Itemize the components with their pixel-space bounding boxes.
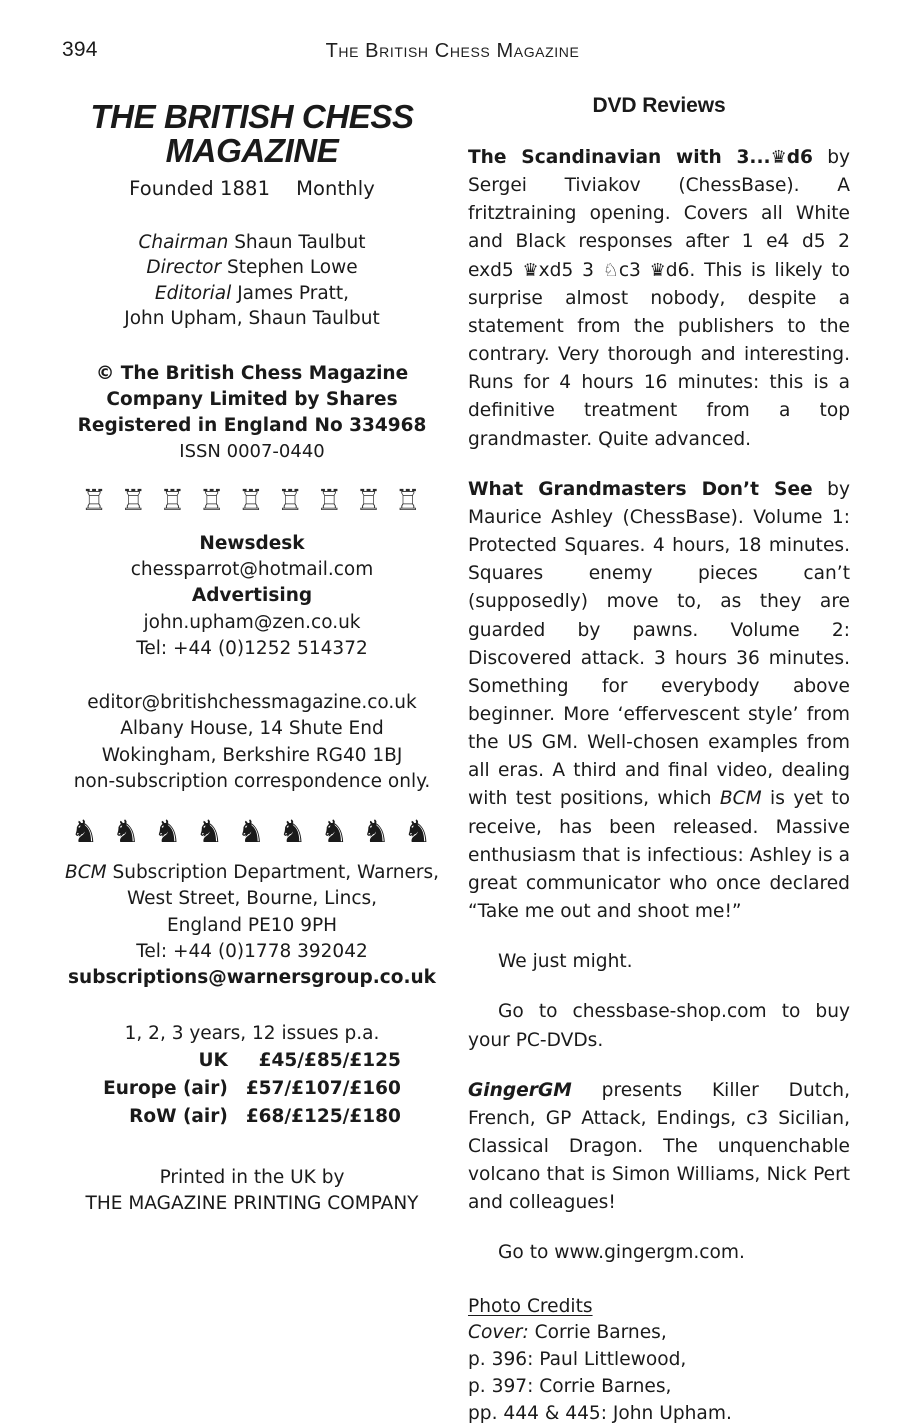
black-knight-icon: ♞ ♞ ♞ ♞ ♞ ♞ ♞ ♞ ♞	[70, 814, 434, 851]
contact-block	[62, 531, 442, 662]
staff-list	[62, 230, 442, 331]
newsdesk-email[interactable]: chessparrot@hotmail.com	[130, 559, 374, 581]
review-body-a: by Sergei Tiviakov (ChessBase). A fritztraining opening. Covers all White and Black responses after 1 e4 d5 2 exd5	[468, 147, 850, 281]
frequency-label: Monthly	[296, 177, 375, 201]
price-amount-europe: £57/£107/£160	[245, 1077, 401, 1099]
staff-row-director	[62, 255, 442, 280]
review-title-grandmasters: What Grandmasters Don’t See	[468, 478, 813, 500]
magazine-title-line1: THE BRITISH CHESS	[90, 98, 414, 135]
staff-name-director: Stephen Lowe	[226, 257, 358, 279]
editorial-address-note: non-subscription correspondence only.	[73, 770, 431, 792]
advertising-label: Advertising	[191, 585, 313, 607]
review-title-scandinavian	[468, 147, 813, 168]
price-amount-uk: £45/£85/£125	[258, 1049, 401, 1071]
review-title-text: The Scandinavian with 3...	[468, 147, 771, 168]
editorial-address-line1: Albany House, 14 Shute End	[120, 718, 384, 740]
black-queen-icon: ♛	[649, 259, 666, 281]
photo-credit-cover-label: Cover:	[468, 1322, 529, 1344]
price-table	[103, 1047, 401, 1131]
staff-role-chairman: Chairman	[138, 232, 229, 254]
running-head-title: The British Chess Magazine	[325, 40, 580, 62]
review-gingergm	[468, 1077, 850, 1218]
printer-line1: Printed in the UK by	[159, 1166, 345, 1188]
subscriptions-dept-abbrev: BCM	[65, 862, 107, 884]
price-region-europe: Europe (air)	[103, 1077, 228, 1099]
price-table-block	[62, 1020, 442, 1131]
founded-label: Founded 1881	[129, 177, 271, 201]
review-title-gingergm: GingerGM	[468, 1079, 572, 1101]
photo-credit-line: p. 396: Paul Littlewood,	[468, 1349, 687, 1371]
magazine-title-line2: MAGAZINE	[165, 131, 339, 169]
issn-line: ISSN 0007-0440	[179, 440, 325, 462]
copyright-line3: Registered in England No 334968	[77, 414, 427, 436]
subscriptions-line3: England PE10 9PH	[166, 914, 338, 936]
subscriptions-line2: West Street, Bourne, Lincs,	[126, 888, 378, 910]
staff-row-extra: John Upham, Shaun Taulbut	[124, 307, 380, 329]
black-queen-icon: ♛	[522, 259, 539, 281]
subscriptions-telephone: Tel: +44 (0)1778 392042	[136, 940, 368, 962]
running-head	[0, 38, 905, 68]
editorial-address-block	[62, 690, 442, 795]
review-title-square: d6	[786, 147, 813, 168]
magazine-title	[62, 100, 442, 167]
subscriptions-dept-rest: Subscription Department, Warners,	[106, 862, 439, 884]
advertising-telephone: Tel: +44 (0)1252 514372	[136, 637, 368, 659]
staff-role-director: Director	[146, 257, 222, 279]
photo-credits-heading: Photo Credits	[468, 1295, 593, 1317]
staff-role-editorial: Editorial	[154, 282, 232, 304]
review-we-just-might: We just might.	[498, 951, 633, 973]
editorial-email[interactable]: editor@britishchessmagazine.co.uk	[87, 692, 417, 714]
table-row	[103, 1075, 401, 1103]
founded-row	[62, 177, 442, 200]
black-queen-icon: ♛	[770, 147, 787, 168]
staff-row-editorial	[62, 281, 442, 306]
table-row	[103, 1103, 401, 1131]
white-knight-icon: ♘	[602, 259, 619, 281]
photo-credit-cover	[468, 1320, 850, 1347]
staff-name-editorial: James Pratt,	[237, 282, 350, 304]
subscriptions-dept-line	[62, 860, 442, 886]
subscriptions-block	[62, 860, 442, 991]
photo-credit-cover-value: Corrie Barnes,	[528, 1322, 667, 1344]
photo-credits-block	[468, 1294, 850, 1427]
photo-credit-line: p. 397: Corrie Barnes,	[468, 1375, 672, 1397]
price-region-uk: UK	[198, 1049, 228, 1071]
white-rook-icon: ♖ ♖ ♖ ♖ ♖ ♖ ♖ ♖ ♖	[81, 482, 423, 517]
staff-name-chairman: Shaun Taulbut	[234, 232, 366, 254]
review-go-to-gingergm: Go to www.gingergm.com.	[498, 1242, 745, 1264]
review-italic-bcm: BCM	[719, 788, 762, 810]
review-body-c: c3	[618, 259, 650, 281]
printer-block	[62, 1165, 442, 1218]
copyright-line2: Company Limited by Shares	[106, 388, 398, 410]
review-body-d: d6. This is likely to surprise almost nobody, despite a statement from the publishers to the contrary. Very thorough and interesting. Runs for 4 hours 16 minutes: this is a definitive treatment from a top grandmaster. Quite advanced.	[468, 259, 850, 450]
masthead-column	[62, 100, 442, 1217]
price-caption: 1, 2, 3 years, 12 issues p.a.	[124, 1022, 380, 1044]
table-row	[103, 1047, 401, 1075]
price-amount-row: £68/£125/£180	[245, 1105, 401, 1127]
review-body-b: xd5 3	[538, 259, 603, 281]
review-scandinavian	[468, 144, 850, 454]
section-title-dvd-reviews: DVD Reviews	[592, 94, 726, 117]
printer-line2: THE MAGAZINE PRINTING COMPANY	[85, 1192, 419, 1214]
photo-credit-line: pp. 444 & 445: John Upham.	[468, 1402, 732, 1424]
reviews-column	[468, 94, 850, 1427]
review-body-gingergm: presents Killer Dutch, French, GP Attack, Endings, c3 Sicilian, Classical Dragon. The unquenchable volcano that is Simon Williams, Nick Pert and colleagues!	[468, 1079, 850, 1214]
review-what-grandmasters-dont-see	[468, 476, 850, 927]
advertising-email[interactable]: john.upham@zen.co.uk	[143, 611, 361, 633]
review-body-b: is yet to receive, has been released. Massive enthusiasm that is infectious: Ashley is a great communicator who once declared “Take me out and shoot me!”	[468, 788, 850, 923]
editorial-address-line2: Wokingham, Berkshire RG40 1BJ	[101, 744, 403, 766]
newsdesk-label: Newsdesk	[199, 532, 305, 554]
copyright-block	[62, 361, 442, 464]
page-number: 394	[62, 38, 98, 61]
staff-row-chairman	[62, 230, 442, 255]
copyright-line1: © The British Chess Magazine	[95, 362, 409, 384]
review-body-a: by Maurice Ashley (ChessBase). Volume 1: Protected Squares. 4 hours, 18 minutes. Squares enemy pieces can’t (supposedly) move to, as they are guarded by pawns. Volume 2: Discovered attack. 3 hours 36 minutes. Something for everybody above beginner. More ‘effervescent style’ from the US GM. Well-chosen examples from all eras. A third and final video, dealing with test positions, which	[468, 478, 850, 810]
review-go-to-chessbase: Go to chessbase-shop.com to buy your PC-DVDs.	[468, 1001, 850, 1051]
subscriptions-email[interactable]: subscriptions@warnersgroup.co.uk	[68, 967, 436, 989]
price-region-row: RoW (air)	[129, 1105, 228, 1127]
